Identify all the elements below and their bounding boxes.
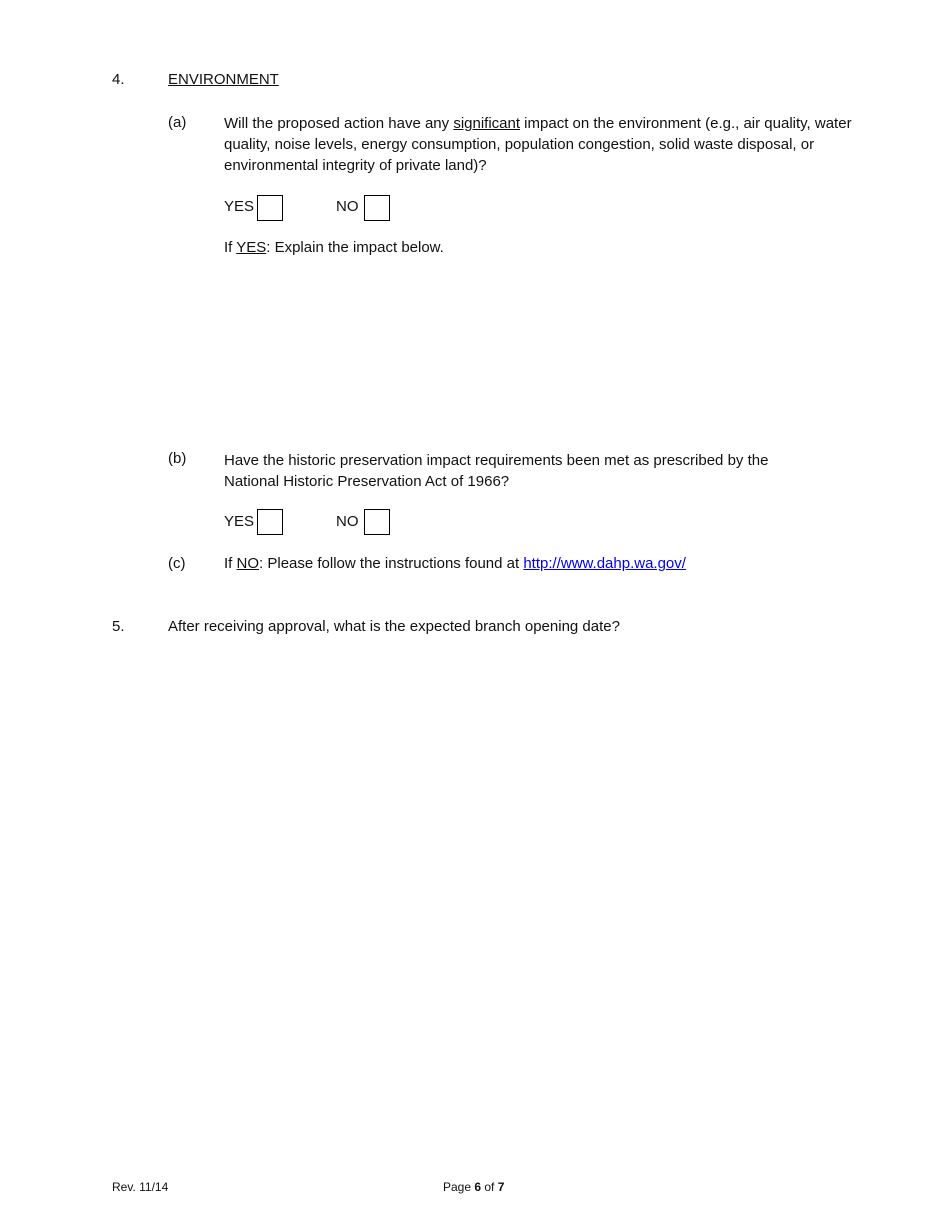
item-c-instruction: If NO: Please follow the instructions found at http://www.dahp.wa.gov/ (224, 555, 686, 572)
item-b-label: (b) (168, 450, 187, 467)
item-b-no-label: NO (336, 513, 359, 530)
section-4-heading: ENVIRONMENT (168, 71, 279, 88)
footer-revision: Rev. 11/14 (112, 1180, 169, 1194)
item-a-label: (a) (168, 114, 187, 131)
item-a-yes-checkbox[interactable] (257, 195, 283, 221)
item-b-question: Have the historic preservation impact requirements been met as prescribed by the National Historic Preservation Act of 1966? (224, 452, 769, 490)
significant-emphasis: significant (453, 115, 521, 132)
item-a-explain-instruction: If YES: Explain the impact below. (224, 239, 444, 256)
section-5-number: 5. (112, 618, 125, 635)
item-b-yes-label: YES (224, 513, 255, 530)
dahp-link[interactable]: http://www.dahp.wa.gov/ (523, 555, 686, 572)
item-b-yes-checkbox[interactable] (257, 509, 283, 535)
footer-page-number: Page 6 of 7 (443, 1180, 505, 1194)
item-b-no-checkbox[interactable] (364, 509, 390, 535)
section-5-answer-area[interactable] (168, 650, 868, 1150)
item-a-no-checkbox[interactable] (364, 195, 390, 221)
item-a-explanation-area[interactable] (224, 262, 864, 437)
item-a-no-label: NO (336, 198, 359, 215)
section-5-question: After receiving approval, what is the expected branch opening date? (168, 618, 620, 635)
item-c-label: (c) (168, 555, 186, 572)
section-4-number: 4. (112, 71, 125, 88)
item-a-yes-label: YES (224, 198, 255, 215)
item-a-question: Will the proposed action have any significant impact on the environment (e.g., air quality, water quality, noise levels, energy consumption, population congestion, solid waste disposal, or environmental integrity of private land)? (224, 115, 852, 174)
